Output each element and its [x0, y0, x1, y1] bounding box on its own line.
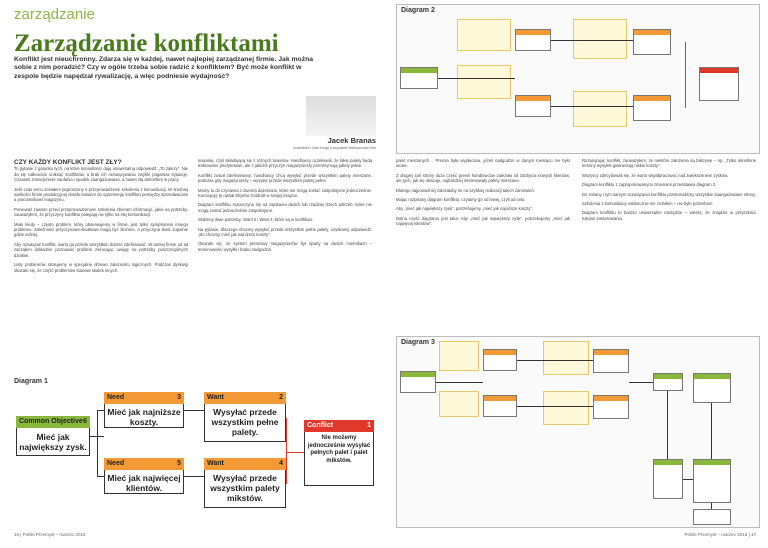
paragraph: Listę problemów stosujemy w specjalne drzewo zależności logicznych. Podczas dyskusji okazało się, że część problemów stanowi skutek innych.: [14, 262, 188, 273]
paragraph: Mamy tu do czynienia z dwoma dążeniami, które nie mogą zostać zaspokojone jednocześnie. Koncepcję tę opisał Eliyahu Goldratt w swojej książce.: [198, 187, 372, 199]
column-right-2: [582, 158, 756, 328]
diagram-label: Diagram 3: [401, 339, 435, 346]
paragraph: Z drugiej zaś strony duża część premii handlowców zależała od zdobycia nowych klientów, ale tych, jak się okazuje, najbardziej interesowały palety mieszane.: [396, 172, 570, 184]
injection-box: [653, 459, 683, 499]
connector: [711, 503, 712, 509]
paragraph: To pytanie z gatunku tych, na które konsultanci dają uniwersalną odpowiedź: „To zależy”. Nie da się całkowicie uniknąć konfliktów, a brak ich rozwiązywania zwykle pogarsza sytuację. Czasami zmniejszenie zaufania i spadek zaangażowania, a nawet złą atmosferę w pracy.: [14, 166, 188, 183]
want-box: [633, 29, 671, 55]
connector: [629, 382, 653, 383]
diagram-2: [396, 4, 760, 154]
box-header: Want: [207, 460, 224, 467]
connector: [184, 476, 204, 477]
connector: [517, 406, 593, 407]
assumption-note: [457, 65, 511, 99]
objective-box: [400, 371, 436, 393]
connector: [184, 410, 204, 411]
want-box: [593, 349, 629, 373]
want-4-box: [204, 458, 286, 508]
diagram-3: [396, 336, 760, 528]
section-label: zarządzanie: [14, 6, 95, 23]
box-header: Conflict: [307, 422, 334, 429]
injection-box: [693, 373, 731, 403]
want-box: [633, 95, 671, 121]
connector: [97, 410, 98, 476]
footer-right: Polski Przemysł – marzec 2016 | 17: [684, 532, 756, 537]
connector: [551, 40, 633, 41]
section-heading: CZY KAŻDY KONFLIKT JEST ZŁY?: [14, 159, 122, 166]
assumption-note: [573, 19, 627, 59]
assumption-note: [543, 341, 589, 375]
connector: [517, 360, 593, 361]
paragraph: Mało kiedy – często problem, który obserwujemy w firmie, jest tylko symptomem innego problemu. Zależności przyczynowo-skutkowe mogą być złożone, a przyczyna tkwić zupełnie gdzie indziej.: [14, 221, 188, 238]
box-text: Mieć jak najwięcej klientów.: [107, 473, 181, 493]
lead-paragraph: Konflikt jest nieuchronny. Zdarza się w każdej, nawet najlepiej zarządzanej firmie. Jak można sobie z nim poradzić? Czy w ogóle trzeba sobie radzić z konfliktem? Być może konflikt w zespole będzie napędzał rywalizację, a więc podniesie wydajność?: [14, 56, 314, 80]
want-2-box: [204, 392, 286, 442]
need-box: [483, 349, 517, 371]
connector: [97, 410, 104, 411]
box-text: Mieć jak najniższe koszty.: [107, 407, 181, 427]
paragraph: Diagram konfliktu z zaproponowanymi zmianami przedstawia diagram 3.: [582, 182, 717, 188]
paragraph: Okazało się, że system premiowy magazynierów był oparty na dwóch miernikach – terminowości wysyłki i braku nadgodzin.: [198, 241, 372, 252]
need-box: [515, 29, 551, 51]
paragraph: Ponieważ zawsze przed przeprowadzeniem szkolenia zbieram informacje, jakie są potrzeby, zauważyłem, że przyczyny konfliktu polegają nie tylko na złej komunikacji.: [14, 206, 188, 218]
box-header: Need: [107, 394, 125, 401]
paragraph: Mając rozpisany diagram konfliktu, czytamy go od lewej, czyli od celu.: [396, 197, 526, 203]
column-right-1: [396, 158, 570, 328]
author-name: Jacek Branas: [327, 136, 376, 145]
article-title: Zarządzanie konfliktami: [14, 30, 279, 57]
paragraph: Dolna część diagramu jest taka: Aby „mieć jak największy zysk”, potrzebujemy „mieć jak najwięcej klientów”.: [396, 215, 570, 227]
connector: [436, 382, 483, 383]
box-number: 2: [279, 394, 283, 401]
diagram-1: [14, 378, 374, 528]
paragraph: Diagram konfliktu to bardzo uniwersalne narzędzie – wierzę, że znajdzie w przyszłości kolejne zastosowania.: [582, 210, 756, 221]
paragraph: palet mieszanych… Premia była wypłacana, jeżeli nadgodzin w danym miesiącu nie było wcale.: [396, 158, 570, 169]
objective-box: [16, 416, 90, 456]
assumption-note: [573, 91, 627, 127]
paragraph: Do zmiany i tym samym rozwiązania konfliktu przekonaliśmy wszystkie zaangażowane strony.: [582, 191, 756, 197]
box-number: 1: [367, 422, 371, 429]
box-text: Nie możemy jednocześnie wysyłać pełnych palet i palet mikstów.: [307, 435, 371, 464]
box-number: 5: [177, 460, 181, 467]
box-number: 4: [279, 460, 283, 467]
injection-box: [653, 373, 683, 391]
paragraph: Aby rozwiązać konflikt, warto go przede wszystkim dobrze zdefiniować. W tamtej firmie od lat zacząłem dokładnie poznawać problem zwracając uwagę na potrzeby poszczególnych działów.: [14, 241, 188, 258]
conflict-connector: [685, 42, 686, 108]
box-header: Need: [107, 460, 125, 467]
conflict-connector: [286, 452, 304, 453]
connector: [438, 78, 515, 79]
connector: [551, 106, 633, 107]
want-box: [593, 395, 629, 419]
conflict-box: [699, 67, 739, 101]
injection-box: [693, 459, 731, 503]
author-box: [250, 96, 376, 154]
need-3-box: [104, 392, 184, 428]
assumption-note: [457, 19, 511, 51]
paragraph: Jeśli czas temu zostałem poproszony o przeprowadzenie szkolenia z komunikacji. W średniej wielkości firmie produkcyjnej doszło bowiem do ogromnego konfliktu pomiędzy sprzedawcami a pracownikami magazynu.: [14, 186, 188, 203]
diagram-label: Diagram 1: [14, 378, 48, 385]
paragraph: Rozwiązując konflikt, zauważyłem, że niektóre założenia są fałszywe – np. „Tylko określone terminy wysyłek gwarantują niskie koszty”.: [582, 158, 756, 169]
conflict-box: [304, 420, 374, 486]
need-box: [483, 395, 517, 417]
need-box: [515, 95, 551, 117]
paragraph: Szkolenia z komunikacji ostatecznie nie zrobiłem – nie było potrzebne!: [582, 201, 713, 207]
box-header: Common Objective: [19, 418, 83, 425]
assumption-note: [543, 391, 589, 425]
author-role: konsultant i lider bloga o poprawie efektywności firm: [293, 146, 376, 150]
need-5-box: [104, 458, 184, 494]
connector: [683, 479, 693, 480]
box-number: 6: [83, 418, 87, 425]
box-text: Wysyłać przede wszystkim pełne palety.: [211, 407, 279, 437]
paragraph: Wszyscy zdecydowali się, że warto współpracować nad zwiększeniem zysków.: [582, 172, 729, 178]
connector: [667, 391, 668, 459]
box-header: Want: [207, 394, 224, 401]
paragraph: Na pytanie, dlaczego chcemy wysyłać przede wszystkim pełne palety, uzyskamy odpowiedź: „Bo chcemy mieć jak najniższe koszty”.: [198, 226, 372, 238]
paragraph: Aby „mieć jak największy zysk”, potrzebujemy „mieć jak najniższe koszty”.: [396, 206, 534, 212]
paragraph: sowania, czyli składającą się z różnych towarów. Handlowcy oczekiwali, że takie palety będą traktowane priorytetowo, ale z jakichś przyczyn magazynierzy przetrzymują palety pełne.: [198, 158, 372, 169]
paragraph: Widzimy dwie potrzeby: Want 2 i Want 4, które są w konflikcie.: [198, 217, 314, 223]
objective-box: [400, 67, 438, 89]
connector: [711, 403, 712, 459]
connector: [97, 476, 104, 477]
result-box: [693, 509, 731, 525]
author-photo: [306, 96, 376, 136]
conflict-connector: [286, 418, 287, 484]
diagram-label: Diagram 2: [401, 7, 435, 14]
paragraph: Diagram konfliktu rozpoczyna się od zapisania dwóch lub rzadziej trzech potrzeb, które nie mogą zostać jednocześnie zaspokojone.: [198, 202, 372, 213]
assumption-note: [439, 391, 479, 417]
paragraph: Konflikt został zdefiniowany: handlowcy chcą wysyłać przede wszystkim palety mieszane, podczas gdy magazynierzy – wysyłać przede wszystkim palety pełne.: [198, 172, 372, 184]
assumption-note: [439, 341, 479, 371]
box-number: 3: [177, 394, 181, 401]
footer-left: 16 | Polski Przemysł – marzec 2016: [14, 532, 86, 537]
paragraph: Dlatego najpoważniej zależałoby im na szybkiej realizacji takich zamówień.: [396, 187, 535, 193]
box-text: Wysyłać przede wszystkim palety mikstów.: [210, 473, 280, 503]
box-text: Mieć jak największy zysk.: [19, 432, 87, 452]
